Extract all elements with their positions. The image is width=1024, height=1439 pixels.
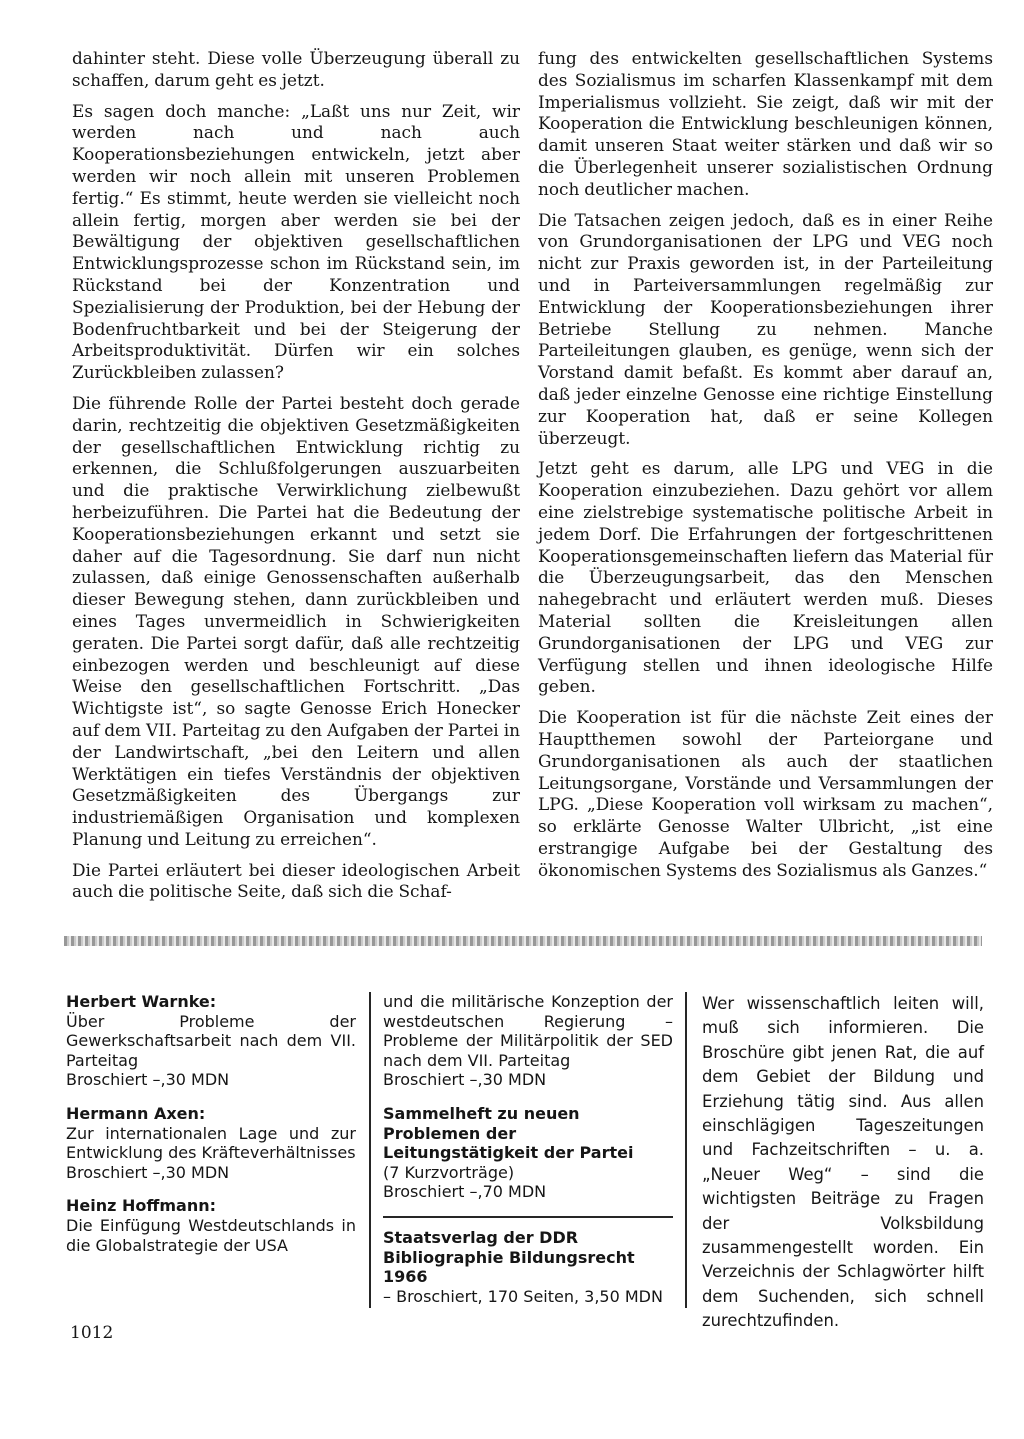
book-title: Über Probleme der Gewerkschaftsarbeit nach dem VII. Parteitag bbox=[66, 1011, 356, 1070]
column-rule bbox=[369, 992, 371, 1308]
paragraph: Die Partei erläutert bei dieser ideologischen Arbeit auch die politische Seite, daß sich die Schaf- bbox=[72, 859, 520, 902]
ad-column-right bbox=[702, 992, 984, 1334]
book-description: Wer wissenschaftlich leiten will, muß sich informieren. Die Broschüre gibt jenen Rat, die auf dem Gebiet der Bildung und Erziehung tätig sind. Aus allen einschlägigen Tageszeitungen und Fachzeitschriften – u. a. „Neuer Weg“ – sind die wichtigsten Beiträge zu Fragen der Volksbildung zusammengestellt worden. Ein Verzeichnis der Schlagwörter hilft dem Suchenden, sich schnell zurechtzufinden. bbox=[702, 994, 984, 1331]
section-divider bbox=[64, 936, 982, 946]
paragraph: dahinter steht. Diese volle Überzeugung überall zu schaffen, darum geht es jetzt. bbox=[72, 48, 520, 90]
ad-column-left bbox=[66, 992, 356, 1269]
column-rule bbox=[685, 992, 687, 1308]
book-entry bbox=[383, 1104, 673, 1202]
book-title-continuation: und die militärische Konzeption der westdeutschen Regierung – Probleme der Militärpolitik der SED nach dem VII. Parteitag bbox=[383, 992, 673, 1070]
paragraph: Die Kooperation ist für die nächste Zeit eines der Hauptthemen sowohl der Parteiorgane und Grundorganisationen als auch der staatlichen Leitungsorgane, Vorstände und Versammlungen der LPG. „Diese Kooperation voll wirksam zu machen“, so erklärte Genosse Walter Ulbricht, „ist eine erstrangige Aufgabe bei der Gestaltung des ökonomischen Systems des Sozialismus als Ganzes.“ bbox=[538, 707, 993, 880]
page-number: 1012 bbox=[70, 1323, 114, 1343]
ad-column-middle bbox=[383, 992, 673, 1306]
book-note: (7 Kurzvorträge) bbox=[383, 1162, 515, 1182]
book-author: Heinz Hoffmann: bbox=[66, 1196, 216, 1216]
book-entry bbox=[66, 1196, 356, 1255]
book-author: Herbert Warnke: bbox=[66, 992, 217, 1011]
book-entry bbox=[383, 1228, 673, 1306]
book-price: Broschiert –,30 MDN bbox=[66, 1070, 230, 1090]
paragraph: Jetzt geht es darum, alle LPG und VEG in die Kooperation einzubeziehen. Dazu gehört vor allem eine zielstrebige systematische politische Arbeit in jedem Dorf. Die Erfahrungen der fortgeschrittenen Kooperationsgemeinschaften liefern das Material für die Überzeugungsarbeit, das den Menschen nahegebracht und erläutert werden muß. Dieses Material sollten die Kreisleitungen allen Grundorganisationen der LPG und VEG zur Verfügung stellen und ihnen ideologische Hilfe geben. bbox=[538, 458, 993, 697]
book-title: Sammelheft zu neuen Problemen der Leitungstätigkeit der Partei bbox=[383, 1103, 634, 1163]
publisher-name: Staatsverlag der DDR bbox=[383, 1227, 579, 1247]
book-price: Broschiert –,30 MDN bbox=[66, 1162, 230, 1182]
paragraph: Es sagen doch manche: „Laßt uns nur Zeit, wir werden nach und nach auch Kooperationsbeziehungen entwickeln, jetzt aber werden wir noch allein mit unseren Problemen fertig.“ Es stimmt, heute werden sie vielleicht noch allein fertig, morgen aber werden sie bei der Bewältigung der objektiven gesellschaftlichen Entwicklungsprozesse schon im Rückstand sein, im Rückstand bei der Konzentration und Spezialisierung der Produktion, bei der Hebung der Bodenfruchtbarkeit und bei der Steigerung der Arbeitsproduktivität. Dürfen wir ein solches Zurückbleiben zulassen? bbox=[72, 100, 520, 383]
horizontal-rule bbox=[383, 1216, 673, 1218]
book-price: Broschiert –,30 MDN bbox=[383, 1070, 547, 1090]
book-title: Die Einfügung Westdeutschlands in die Globalstrategie der USA bbox=[66, 1215, 356, 1255]
book-entry bbox=[383, 992, 673, 1090]
book-entry bbox=[66, 1104, 356, 1182]
book-details: – Broschiert, 170 Seiten, 3,50 MDN bbox=[383, 1286, 663, 1306]
paragraph: Die führende Rolle der Partei besteht doch gerade darin, rechtzeitig die objektiven Gesetzmäßigkeiten der gesellschaftlichen Entwicklung richtig zu erkennen, die Schlußfolgerungen auszuarbeiten und die praktische Verwirklichung zielbewußt herbeizuführen. Die Partei hat die Bedeutung der Kooperationsbeziehungen erkannt und setzt sie daher auf die Tagesordnung. Sie darf nun nicht zulassen, daß einige Genossenschaften außerhalb dieser Bewegung stehen, dann zurückbleiben und eines Tages unvermeidlich in Schwierigkeiten geraten. Die Partei sorgt dafür, daß alle rechtzeitig einbezogen werden und beschleunigt auf diese Weise den gesellschaftlichen Fortschritt. „Das Wichtigste ist“, so sagte Genosse Erich Honecker auf dem VII. Parteitag zu den Aufgaben der Partei in der Landwirtschaft, „bei den Leitern und allen Werktätigen ein tiefes Verständnis der objektiven Gesetzmäßigkeiten des Übergangs zur industriemäßigen Organisation und komplexen Planung und Leitung zu erreichen“. bbox=[72, 392, 520, 849]
book-title: Zur internationalen Lage und zur Entwicklung des Kräfteverhältnisses bbox=[66, 1123, 356, 1163]
article-column-right bbox=[538, 48, 993, 890]
book-author: Hermann Axen: bbox=[66, 1103, 206, 1123]
paragraph: Die Tatsachen zeigen jedoch, daß es in einer Reihe von Grundorganisationen der LPG und VEG noch nicht zur Praxis geworden ist, in der Parteileitung und in Parteiversammlungen regelmäßig zur Entwicklung der Kooperationsbeziehungen ihrer Betriebe Stellung zu nehmen. Manche Parteileitungen glauben, es genüge, wenn sich der Vorstand damit befaßt. Es kommt aber darauf an, daß jeder einzelne Genosse eine richtige Einstellung zur Kooperation hat, daß er seine Kollegen überzeugt. bbox=[538, 209, 993, 448]
book-title: Bibliographie Bildungsrecht 1966 bbox=[383, 1247, 635, 1287]
article-column-left bbox=[72, 48, 520, 912]
book-entry bbox=[66, 992, 356, 1090]
paragraph: fung des entwickelten gesellschaftlichen Systems des Sozialismus im scharfen Klassenkampf mit dem Imperialismus vollzieht. Sie zeigt, daß wir mit der Kooperation die Entwicklung beschleunigen können, damit unseren Staat weiter stärken und daß wir so die Überlegenheit unserer sozialistischen Ordnung noch deutlicher machen. bbox=[538, 48, 993, 199]
book-price: Broschiert –,70 MDN bbox=[383, 1182, 547, 1202]
